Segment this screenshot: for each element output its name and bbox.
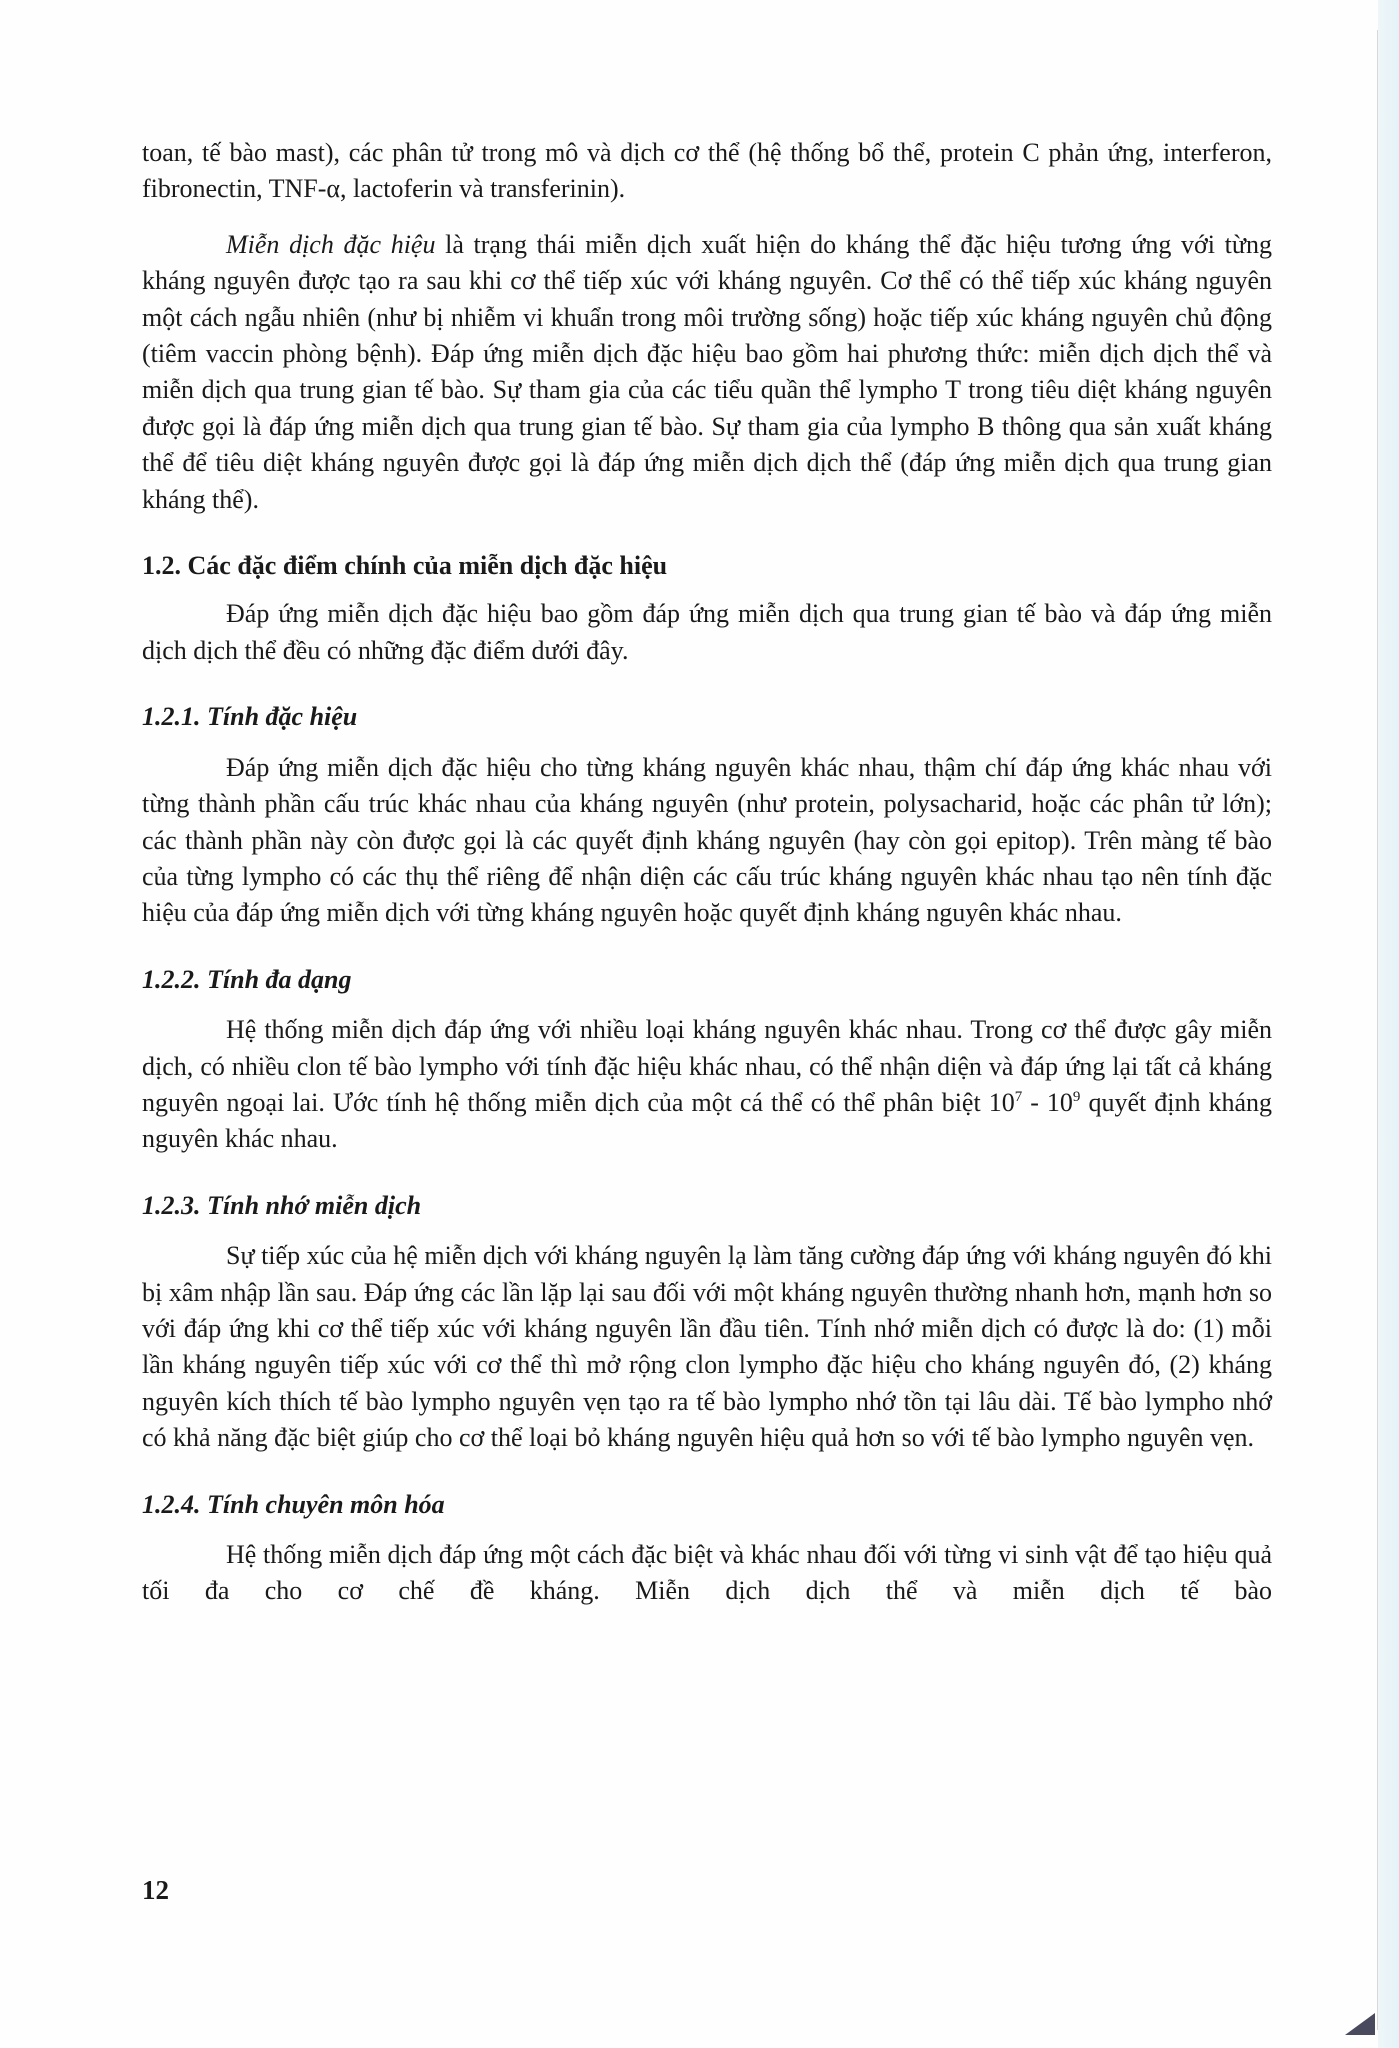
paragraph-memory: Sự tiếp xúc của hệ miễn dịch với kháng nguyên lạ làm tăng cường đáp ứng với kháng nguyên đó khi bị xâm nhập lần sau. Đáp ứng các lần lặp lại sau đối với một kháng nguyên thường nhanh hơn, mạnh hơn so với đáp ứng khi cơ thể tiếp xúc với kháng nguyên lần đầu tiên. Tính nhớ miễn dịch có được là do: (1) mỗi lần kháng nguyên tiếp xúc với cơ thể thì mở rộng clon lympho đặc hiệu cho kháng nguyên đó, (2) kháng nguyên kích thích tế bào lympho nguyên vẹn tạo ra tế bào lympho nhớ tồn tại lâu dài. Tế bào lympho nhớ có khả năng đặc biệt giúp cho cơ thể loại bỏ kháng nguyên hiệu quả hơn so với tế bào lympho nguyên vẹn.: [142, 1241, 1272, 1453]
paragraph-continuation: toan, tế bào mast), các phân tử trong mô và dịch cơ thể (hệ thống bổ thể, protein C phản ứng, interferon, fibronectin, TNF-α, lactoferin và transferinin).: [142, 138, 1272, 204]
paragraph-text: quyết định kháng nguyên khác nhau.: [142, 1087, 1273, 1154]
superscript-exponent: 7: [1014, 1088, 1023, 1105]
page-corner-fold: [1345, 2013, 1375, 2035]
page-number: 12: [142, 1875, 169, 1905]
paragraph-text: - 10: [1022, 1087, 1073, 1117]
paragraph-text: Hệ thống miễn dịch đáp ứng với nhiều loại kháng nguyên khác nhau. Trong cơ thể được gây miễn dịch, có nhiều clon tế bào lympho với tính đặc hiệu khác nhau, có thể nhận diện và đáp ứng lại tất cả kháng nguyên ngoại lai. Ước tính hệ thống miễn dịch của một cá thể có thể phân biệt 10: [142, 1015, 1272, 1117]
subsection-heading-1-2-4: 1.2.4. Tính chuyên môn hóa: [142, 1489, 445, 1519]
scan-edge-strip: [1378, 0, 1399, 2048]
document-body: [142, 135, 1272, 1610]
paragraph-specificity: Đáp ứng miễn dịch đặc hiệu cho từng kháng nguyên khác nhau, thậm chí đáp ứng khác nhau với từng thành phần cấu trúc khác nhau của kháng nguyên (như protein, polysacharid, hoặc các phân tử lớn); các thành phần này còn được gọi là các quyết định kháng nguyên (hay còn gọi epitop). Trên màng tế bào của từng lympho có các thụ thể riêng để nhận diện các cấu trúc kháng nguyên khác nhau tạo nên tính đặc hiệu của đáp ứng miễn dịch với từng kháng nguyên hoặc quyết định kháng nguyên khác nhau.: [142, 752, 1272, 928]
paragraph-section-intro: Đáp ứng miễn dịch đặc hiệu bao gồm đáp ứng miễn dịch qua trung gian tế bào và đáp ứng miễn dịch dịch thể đều có những đặc điểm dưới đây.: [142, 599, 1272, 665]
section-heading-1-2: 1.2. Các đặc điểm chính của miễn dịch đặc hiệu: [142, 551, 668, 581]
subsection-heading-1-2-3: 1.2.3. Tính nhớ miễn dịch: [142, 1190, 422, 1220]
paragraph-diversity: [142, 1012, 1272, 1158]
emphasis-term: Miễn dịch đặc hiệu: [226, 229, 436, 259]
subsection-heading-1-2-2: 1.2.2. Tính đa dạng: [142, 964, 352, 994]
subsection-heading-1-2-1: 1.2.1. Tính đặc hiệu: [142, 702, 358, 732]
paragraph-specific-immunity: [142, 227, 1272, 518]
paragraph-specialization: Hệ thống miễn dịch đáp ứng một cách đặc biệt và khác nhau đối với từng vi sinh vật để tạo hiệu quả tối đa cho cơ chế đề kháng. Miễn dịch dịch thể và miễn dịch tế bào: [142, 1540, 1272, 1606]
paragraph-text: là trạng thái miễn dịch xuất hiện do kháng thể đặc hiệu tương ứng với từng kháng nguyên được tạo ra sau khi cơ thể tiếp xúc với kháng nguyên. Cơ thể có thể tiếp xúc kháng nguyên một cách ngẫu nhiên (như bị nhiễm vi khuẩn trong môi trường sống) hoặc tiếp xúc kháng nguyên chủ động (tiêm vaccin phòng bệnh). Đáp ứng miễn dịch đặc hiệu bao gồm hai phương thức: miễn dịch dịch thể và miễn dịch qua trung gian tế bào. Sự tham gia của các tiểu quần thể lympho T trong tiêu diệt kháng nguyên được gọi là đáp ứng miễn dịch qua trung gian tế bào. Sự tham gia của lympho B thông qua sản xuất kháng thể để tiêu diệt kháng nguyên được gọi là đáp ứng miễn dịch dịch thể (đáp ứng miễn dịch qua trung gian kháng thể).: [142, 229, 1272, 514]
superscript-exponent: 9: [1072, 1088, 1081, 1105]
